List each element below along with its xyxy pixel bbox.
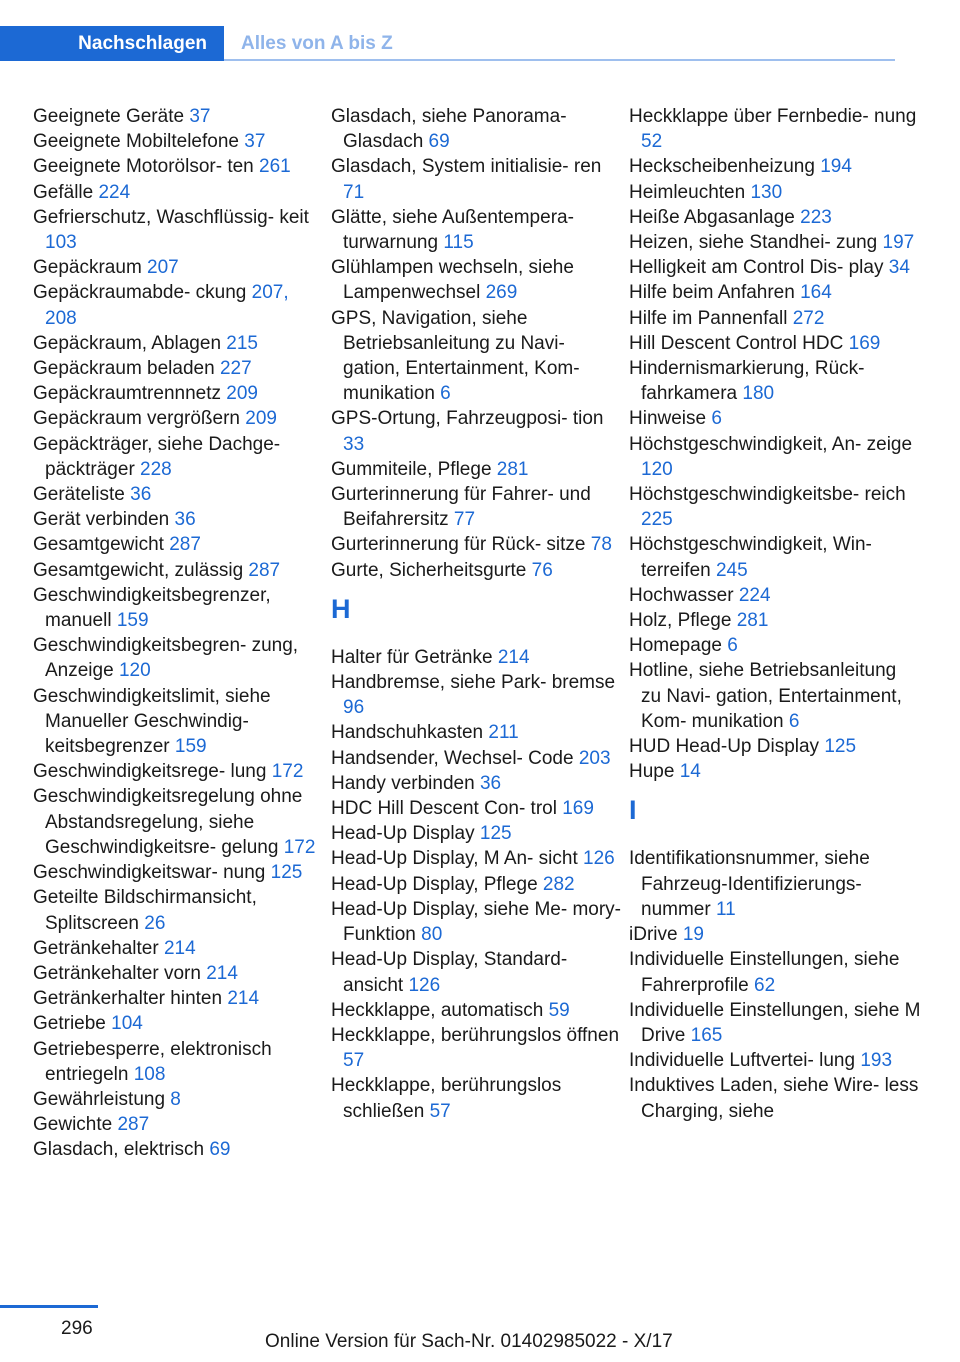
index-entry-term: Heckklappe, berührungslos öffnen	[331, 1024, 620, 1046]
index-entry	[629, 280, 921, 305]
page-link[interactable]: 33	[343, 433, 365, 455]
page-link[interactable]: 19	[682, 924, 704, 946]
index-entry-term: Gepäckträger, siehe Dachge‐ päckträger	[33, 433, 281, 480]
index-entry-term: Homepage	[629, 635, 728, 657]
index-entry	[629, 356, 921, 406]
page-link[interactable]: 69	[209, 1139, 231, 1161]
page-link[interactable]: 207	[147, 257, 179, 279]
page-link[interactable]: 209	[245, 408, 277, 430]
page-link[interactable]: 26	[144, 912, 166, 934]
index-entry-term: Glasdach, elektrisch	[33, 1139, 210, 1161]
page-link[interactable]: 207, 208	[45, 282, 289, 329]
page-link[interactable]: 130	[750, 181, 783, 203]
page-link[interactable]: 76	[531, 559, 553, 581]
index-entry-term: Gewährleistung	[33, 1088, 171, 1110]
page-link[interactable]: 261	[259, 156, 291, 178]
index-entry-term: Glasdach, siehe Panorama‐ Glasdach	[331, 106, 567, 153]
page-link[interactable]: 197	[882, 232, 915, 254]
index-entry-term: Heckklappe, berührungslos schließen	[331, 1075, 562, 1122]
index-entry-term: Geräteliste	[33, 484, 131, 506]
page-link[interactable]: 164	[800, 282, 832, 304]
index-entry	[33, 154, 325, 179]
index-entry	[33, 356, 325, 381]
index-entry	[33, 583, 325, 633]
page-link[interactable]: 209	[226, 383, 258, 405]
page-link[interactable]: 57	[429, 1100, 451, 1122]
index-entry	[33, 205, 325, 255]
index-entry	[33, 331, 325, 356]
index-entry	[629, 180, 921, 205]
page-link[interactable]: 245	[715, 559, 748, 581]
page-number: 296	[61, 1318, 93, 1339]
index-entry-term: Gepäckraum beladen	[33, 358, 220, 380]
index-entry	[33, 558, 325, 583]
page-link[interactable]: 214	[163, 937, 196, 959]
index-entry-term: Geeignete Motorölsor‐ ten	[33, 156, 260, 178]
index-entry	[331, 104, 623, 154]
index-column-2	[331, 104, 623, 1124]
index-entry-term: HUD Head-Up Display	[629, 736, 825, 758]
page-link[interactable]: 14	[679, 761, 701, 783]
page-link[interactable]: 287	[169, 534, 201, 556]
index-entry-term: Getränkehalter	[33, 937, 164, 959]
page-link[interactable]: 57	[343, 1050, 365, 1072]
page-link[interactable]: 62	[754, 974, 776, 996]
index-entry	[33, 406, 325, 431]
index-entry	[33, 936, 325, 961]
index-entry	[331, 255, 623, 305]
index-entry-term: Gepäckraum vergrößern	[33, 408, 246, 430]
index-entry	[331, 670, 623, 720]
index-entry	[629, 1073, 921, 1123]
index-entry-term: Geschwindigkeitsregelung ohne Abstandsregelung, siehe Geschwindigkeitsre‐ gelung	[33, 786, 303, 858]
index-entry-term: Gepäckraumabde‐ ckung	[33, 282, 252, 304]
index-entry	[331, 846, 623, 871]
index-entry	[331, 796, 623, 821]
page-link[interactable]: 281	[736, 610, 769, 632]
page-link[interactable]: 165	[690, 1024, 723, 1046]
index-entry-term: Individuelle Luftvertei‐ lung	[629, 1050, 861, 1072]
index-entry	[331, 205, 623, 255]
index-entry	[629, 331, 921, 356]
index-entry-term: Hotline, siehe Betriebsanleitung zu Navi‐ gation, Entertainment, Kom‐ munikation	[629, 660, 902, 732]
page-link[interactable]: 227	[219, 358, 252, 380]
footer-divider	[0, 1305, 98, 1308]
index-entry-term: HDC Hill Descent Con‐ trol	[331, 798, 563, 820]
index-entry-term: Halter für Getränke	[331, 646, 498, 668]
index-entry-term: Glasdach, System initialisie‐ ren	[331, 156, 602, 178]
page-link[interactable]: 194	[820, 156, 852, 178]
index-entry-term: Getriebesperre, elektronisch entriegeln	[33, 1038, 272, 1085]
page-link[interactable]: 281	[496, 458, 529, 480]
index-entry-term: Glätte, siehe Außentempera‐ turwarnung	[331, 206, 574, 254]
index-entry-term: Individuelle Einstellungen, siehe M Drive	[629, 999, 921, 1046]
index-entry-term: Heckscheibenheizung	[629, 156, 821, 178]
index-entry	[629, 846, 921, 922]
index-entry	[331, 720, 623, 745]
index-entry	[629, 608, 921, 633]
index-entry-term: Gurterinnerung für Fahrer- und Beifahrersitz	[331, 484, 591, 531]
page-link[interactable]: 215	[226, 332, 258, 354]
index-entry-term: Heckklappe über Fernbedie‐ nung	[629, 106, 917, 127]
page-link[interactable]: 36	[174, 509, 196, 531]
page-link[interactable]: 6	[788, 710, 800, 732]
index-entry	[33, 759, 325, 784]
index-entry	[33, 180, 325, 205]
index-entry-term: Handy verbinden	[331, 772, 480, 794]
index-entry-term: Geschwindigkeitswar‐ nung	[33, 862, 271, 884]
index-entry	[33, 280, 325, 330]
page-link[interactable]: 120	[118, 660, 151, 682]
page-link[interactable]: 108	[133, 1063, 166, 1085]
index-entry	[331, 306, 623, 407]
page-link[interactable]: 115	[443, 232, 474, 254]
page-link[interactable]: 269	[485, 282, 518, 304]
index-entry-term: Heizen, siehe Standhei‐ zung	[629, 232, 883, 254]
index-entry-term: Handsender, Wechsel‐ Code	[331, 747, 579, 769]
index-entry-term: Gefälle	[33, 181, 99, 203]
index-entry	[331, 771, 623, 796]
page-link[interactable]: 59	[548, 999, 570, 1021]
index-entry-term: Hill Descent Control HDC	[629, 332, 849, 354]
index-entry	[33, 129, 325, 154]
index-entry-term: Holz, Pflege	[629, 610, 737, 632]
page-link[interactable]: 224	[738, 584, 771, 606]
page-link[interactable]: 225	[641, 509, 673, 531]
page-link[interactable]: 36	[130, 484, 152, 506]
index-entry	[33, 1087, 325, 1112]
header-bar	[0, 26, 895, 61]
index-entry	[331, 998, 623, 1023]
index-entry	[629, 230, 921, 255]
index-entry	[331, 645, 623, 670]
page-link[interactable]: 125	[824, 736, 857, 758]
index-entry	[33, 961, 325, 986]
index-entry-term: GPS, Navigation, siehe Betriebsanleitung zu Navi‐ gation, Entertainment, Kom‐ munikation	[331, 307, 580, 405]
index-entry-term: Höchstgeschwindigkeitsbe‐ reich	[629, 484, 906, 506]
index-entry-term: Gurte, Sicherheitsgurte	[331, 559, 532, 581]
page-link[interactable]: 159	[174, 736, 207, 758]
index-entry	[33, 532, 325, 557]
index-entry	[33, 1011, 325, 1036]
index-entry-term: Helligkeit am Control Dis‐ play	[629, 257, 889, 279]
index-entry-term: Getränkerhalter hinten	[33, 988, 228, 1010]
index-entry-term: Head-Up Display, M An‐ sicht	[331, 848, 584, 870]
index-entry-term: iDrive	[629, 924, 683, 946]
index-entry	[331, 482, 623, 532]
index-entry-term: Gepäckraum, Ablagen	[33, 332, 227, 354]
index-entry	[629, 759, 921, 784]
page-link[interactable]: 37	[244, 131, 266, 153]
index-entry	[629, 583, 921, 608]
index-entry	[33, 482, 325, 507]
section-letter: H	[331, 593, 351, 624]
page-link[interactable]: 125	[479, 823, 512, 845]
index-entry	[33, 1037, 325, 1087]
index-entry-term: Gummiteile, Pflege	[331, 458, 497, 480]
page-link[interactable]: 126	[583, 848, 615, 870]
index-entry	[629, 734, 921, 759]
index-entry	[331, 1073, 623, 1123]
index-entry	[33, 381, 325, 406]
page-link[interactable]: 172	[283, 836, 316, 858]
index-entry	[629, 306, 921, 331]
index-entry	[331, 947, 623, 997]
index-entry	[33, 1137, 325, 1162]
index-entry	[629, 998, 921, 1048]
page-link[interactable]: 69	[428, 131, 450, 153]
page-link[interactable]: 193	[860, 1050, 893, 1072]
index-entry-term: Identifikationsnummer, siehe Fahrzeug-Identifizierungs‐ nummer	[629, 848, 870, 920]
page-link[interactable]: 169	[848, 332, 881, 354]
index-entry	[331, 897, 623, 947]
index-entry-term: Induktives Laden, siehe Wire‐ less Charging, siehe	[629, 1075, 919, 1122]
section-letter: I	[629, 795, 637, 826]
page-link[interactable]: 120	[641, 458, 673, 480]
index-entry-term: Handbremse, siehe Park‐ bremse	[331, 672, 616, 694]
index-entry-term: Höchstgeschwindigkeit, An‐ zeige	[629, 433, 913, 455]
page-link[interactable]: 36	[479, 772, 502, 794]
page-link[interactable]: 71	[343, 181, 365, 203]
index-entry-term: Glühlampen wechseln, siehe Lampenwechsel	[331, 257, 574, 304]
page-link[interactable]: 125	[270, 862, 303, 884]
index-entry-term: Head-Up Display	[331, 823, 480, 845]
index-entry	[629, 922, 921, 947]
page-link[interactable]: 52	[641, 131, 663, 153]
page-link[interactable]: 96	[343, 697, 365, 719]
index-entry	[33, 986, 325, 1011]
index-entry-term: Geteilte Bildschirmansicht, Splitscreen	[33, 887, 257, 934]
index-entry-term: Hilfe beim Anfahren	[629, 282, 801, 304]
index-entry	[629, 658, 921, 734]
index-entry	[629, 406, 921, 431]
index-entry	[331, 457, 623, 482]
index-entry	[33, 860, 325, 885]
index-entry-term: Gefrierschutz, Waschflüssig‐ keit	[33, 206, 309, 228]
index-entry	[331, 872, 623, 897]
index-entry-term: GPS-Ortung, Fahrzeugposi‐ tion	[331, 408, 604, 430]
page-link[interactable]: 282	[542, 873, 575, 895]
index-entry-term: Geschwindigkeitsbegren‐ zung, Anzeige	[33, 635, 299, 682]
page-link[interactable]: 104	[111, 1013, 143, 1035]
index-entry	[331, 821, 623, 846]
index-entry-term: Gewichte	[33, 1114, 118, 1136]
tab-nachschlagen[interactable]: Nachschlagen	[0, 26, 224, 61]
page-link[interactable]: 272	[792, 307, 825, 329]
page-link[interactable]: 103	[45, 232, 77, 254]
index-entry	[331, 532, 623, 557]
index-entry-term: Geeignete Geräte	[33, 106, 190, 127]
index-entry-term: Hilfe im Pannenfall	[629, 307, 793, 329]
page-link[interactable]: 214	[497, 646, 530, 668]
index-entry-term: Gesamtgewicht, zulässig	[33, 559, 249, 581]
page-link[interactable]: 169	[562, 798, 594, 820]
index-entry-term: Head-Up Display, Standard‐ ansicht	[331, 949, 568, 996]
page-link[interactable]: 223	[800, 206, 832, 228]
tab-alles-von-a-bis-z[interactable]: Alles von A bis Z	[241, 33, 393, 54]
index-entry-term: Hochwasser	[629, 584, 739, 606]
index-column-1	[33, 104, 325, 1163]
index-entry-term: Höchstgeschwindigkeit, Win‐ terreifen	[629, 534, 872, 581]
page-link[interactable]: 224	[98, 181, 131, 203]
page-link[interactable]: 34	[888, 257, 910, 279]
index-entry	[33, 1112, 325, 1137]
page-link[interactable]: 211	[488, 722, 519, 744]
index-entry-term: Hinweise	[629, 408, 712, 430]
index-entry-term: Gesamtgewicht	[33, 534, 170, 556]
index-entry-term: Getränkehalter vorn	[33, 962, 207, 984]
index-entry-term: Getriebe	[33, 1013, 112, 1035]
index-entry-term: Gepäckraumtrennnetz	[33, 383, 227, 405]
index-entry-term: Hindernismarkierung, Rück‐ fahrkamera	[629, 358, 865, 405]
index-entry-term: Head-Up Display, Pflege	[331, 873, 543, 895]
header-divider	[224, 59, 895, 61]
index-entry	[629, 154, 921, 179]
index-entry	[33, 633, 325, 683]
index-entry-term: Gurterinnerung für Rück‐ sitze	[331, 534, 591, 556]
page-link[interactable]: 6	[727, 635, 738, 657]
page-link[interactable]: 126	[408, 974, 441, 996]
page-link[interactable]: 172	[271, 761, 304, 783]
index-entry	[33, 104, 325, 129]
index-entry-term: Head-Up Display, siehe Me‐ mory-Funktion	[331, 898, 622, 946]
index-entry	[629, 633, 921, 658]
index-entry	[629, 104, 921, 154]
index-entry-term: Heckklappe, automatisch	[331, 999, 549, 1021]
page-link[interactable]: 203	[578, 747, 611, 769]
page-link[interactable]: 159	[116, 610, 149, 632]
index-entry	[629, 947, 921, 997]
index-entry	[33, 255, 325, 280]
index-entry-term: Handschuhkasten	[331, 722, 489, 744]
page-link[interactable]: 80	[421, 924, 443, 946]
page-link[interactable]: 8	[170, 1088, 181, 1110]
page-link[interactable]: 11	[715, 898, 736, 920]
index-entry-term: Geeignete Mobiltelefone	[33, 131, 245, 153]
index-entry	[33, 507, 325, 532]
index-entry	[331, 558, 623, 583]
index-entry	[629, 532, 921, 582]
page-link[interactable]: 180	[742, 383, 775, 405]
page-link[interactable]: 37	[189, 106, 211, 127]
page-link[interactable]: 6	[440, 383, 451, 405]
index-entry	[629, 1048, 921, 1073]
page-link[interactable]: 214	[227, 988, 260, 1010]
index-entry-term: Individuelle Einstellungen, siehe Fahrerprofile	[629, 949, 900, 996]
page-link[interactable]: 228	[140, 458, 172, 480]
index-entry	[629, 482, 921, 532]
page-link[interactable]: 287	[117, 1114, 150, 1136]
index-column-3	[629, 104, 921, 1124]
footer-text: Online Version für Sach-Nr. 01402985022 - X/17	[265, 1331, 673, 1352]
index-entry-term: Geschwindigkeitslimit, siehe Manueller Geschwindig‐ keitsbegrenzer	[33, 685, 271, 758]
index-entry	[629, 205, 921, 230]
page-link[interactable]: 6	[711, 408, 722, 430]
index-entry-term: Geschwindigkeitsbegrenzer, manuell	[33, 584, 271, 632]
page-link[interactable]: 77	[453, 509, 476, 531]
index-entry	[33, 684, 325, 760]
page-link[interactable]: 214	[206, 962, 238, 984]
index-entry	[331, 406, 623, 456]
index-entry-term: Gerät verbinden	[33, 509, 175, 531]
index-entry	[33, 885, 325, 935]
index-entry	[629, 432, 921, 482]
index-entry-term: Hupe	[629, 761, 680, 783]
index-entry	[331, 154, 623, 204]
index-entry-term: Heimleuchten	[629, 181, 751, 203]
index-entry	[331, 746, 623, 771]
index-entry	[33, 432, 325, 482]
page-link[interactable]: 78	[590, 534, 612, 556]
index-entry	[629, 255, 921, 280]
index-entry-term: Heiße Abgasanlage	[629, 206, 801, 228]
index-entry-term: Geschwindigkeitsrege‐ lung	[33, 761, 272, 783]
page-link[interactable]: 287	[248, 559, 281, 581]
index-entry	[33, 784, 325, 860]
index-entry	[331, 1023, 623, 1073]
index-entry-term: Gepäckraum	[33, 257, 148, 279]
